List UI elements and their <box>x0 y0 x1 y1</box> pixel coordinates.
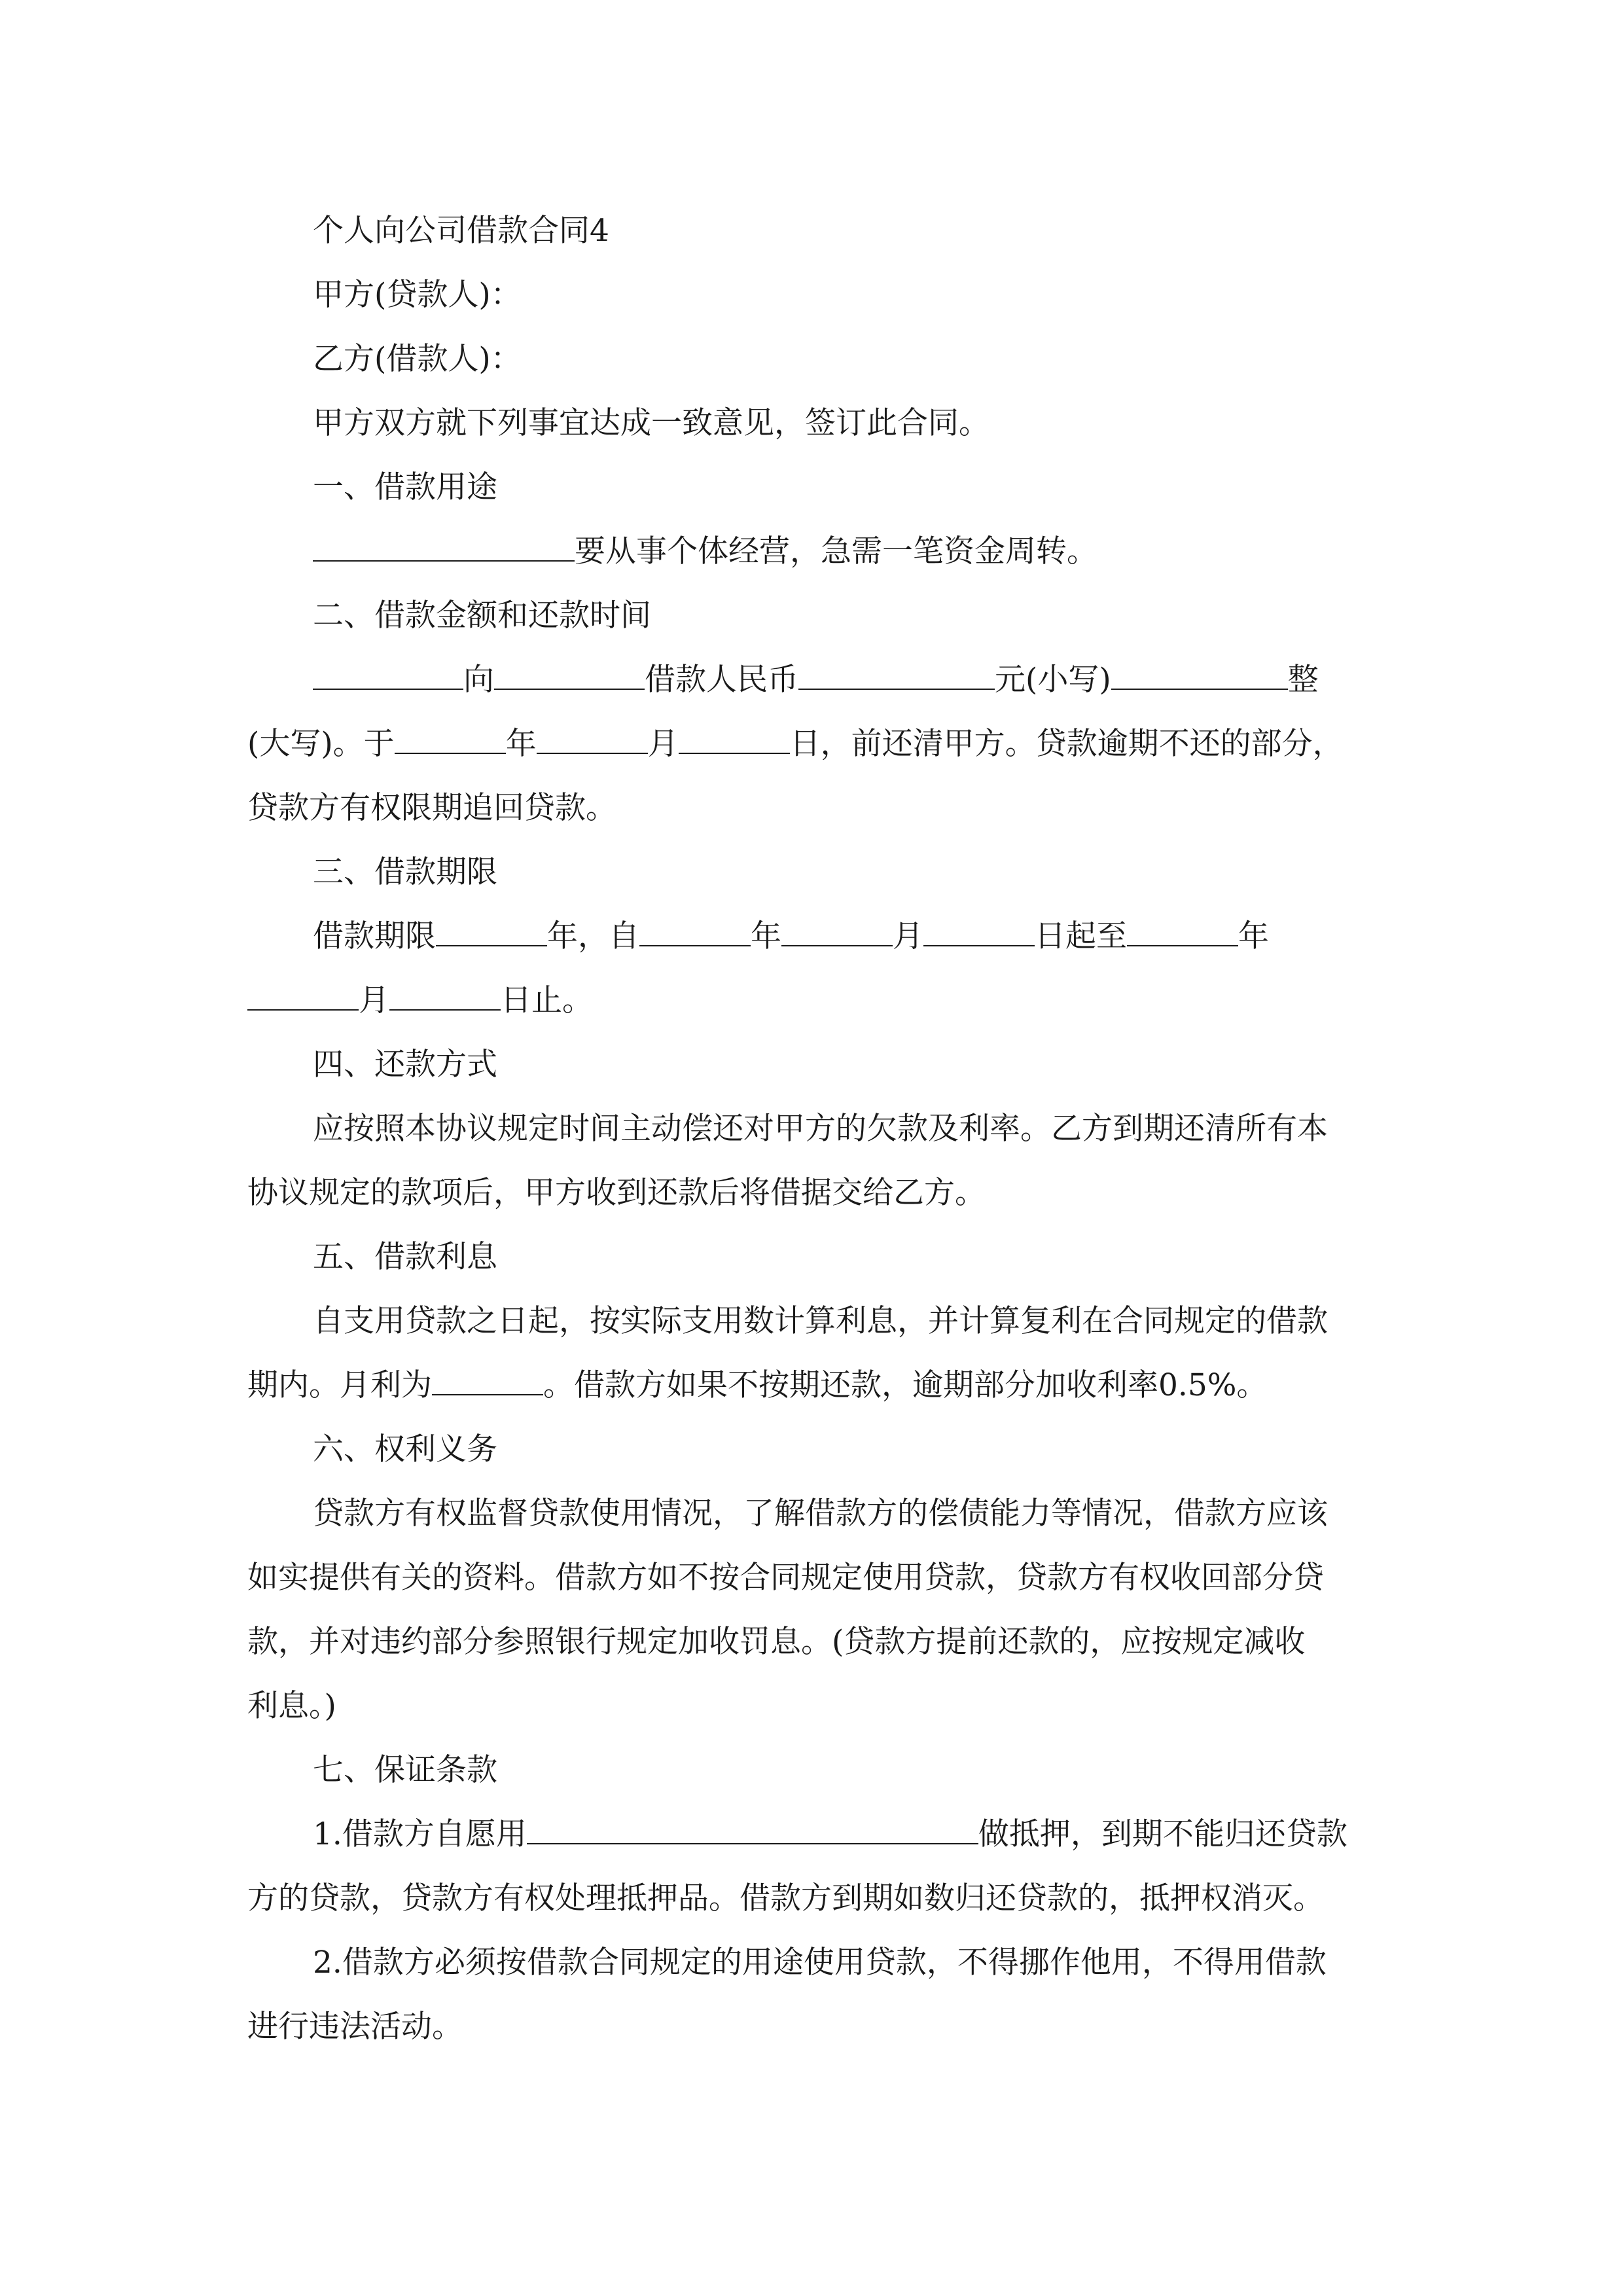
text-fragment: 日起至 <box>1035 918 1127 954</box>
section-5-line-2 <box>247 1354 1267 1418</box>
section-6-heading <box>313 1418 497 1482</box>
intro-paragraph <box>313 391 990 456</box>
section-3-line-1 <box>313 905 1269 969</box>
blank-field <box>313 661 463 690</box>
section-7-heading-text: 七、保证条款 <box>313 1752 497 1788</box>
section-2-heading-text: 二、借款金额和还款时间 <box>313 598 651 634</box>
text-fragment: 进行违法活动。 <box>247 2009 463 2045</box>
text-fragment: 日，前还清甲方。贷款逾期不还的部分， <box>789 726 1344 762</box>
blank-field <box>494 661 645 690</box>
section-2-line-2 <box>247 712 1344 776</box>
text-fragment: 。借款方如果不按期还款，逾期部分加收利率0.5%。 <box>543 1367 1268 1403</box>
text-fragment: 日止。 <box>501 982 593 1018</box>
section-5-heading-text: 五、借款利息 <box>313 1239 497 1275</box>
section-5-line-1 <box>313 1289 1328 1354</box>
text-fragment: 贷款方有权监督贷款使用情况，了解借款方的偿债能力等情况，借款方应该 <box>313 1496 1328 1532</box>
section-2-line-1 <box>313 648 1319 712</box>
text-fragment: 月 <box>647 726 679 762</box>
section-1-text: 要从事个体经营，急需一笔资金周转。 <box>575 533 1097 569</box>
section-3-heading <box>313 840 497 905</box>
text-fragment: 贷款方有权限期追回贷款。 <box>247 790 616 826</box>
blank-field <box>527 1816 978 1844</box>
section-4-line-1 <box>313 1097 1328 1161</box>
section-1-heading <box>313 456 497 520</box>
blank-field <box>395 725 506 754</box>
text-fragment: 利息。) <box>247 1688 336 1724</box>
blank-field <box>389 982 501 1011</box>
text-fragment: 借款人民币 <box>645 662 798 698</box>
section-6-heading-text: 六、权利义务 <box>313 1431 497 1467</box>
party-b-label: 乙方(借款人)： <box>313 341 522 377</box>
text-fragment: 做抵押，到期不能归还贷款 <box>978 1816 1347 1852</box>
text-fragment: 向 <box>463 662 494 698</box>
intro-text: 甲方双方就下列事宜达成一致意见，签订此合同。 <box>313 405 990 441</box>
text-fragment: 如实提供有关的资料。借款方如不按合同规定使用贷款，贷款方有权收回部分贷 <box>247 1560 1324 1596</box>
section-7-item-1-line-2 <box>247 1867 1324 1931</box>
text-fragment: 款，并对违约部分参照银行规定加收罚息。(贷款方提前还款的，应按规定减收 <box>247 1624 1306 1660</box>
section-7-item-2-line-1 <box>313 1931 1327 1995</box>
blank-field <box>798 661 995 690</box>
blank-field <box>432 1367 543 1395</box>
blank-field <box>923 918 1035 946</box>
text-fragment: 月 <box>359 982 389 1018</box>
section-5-heading <box>313 1225 497 1289</box>
blank-field <box>1111 661 1288 690</box>
section-6-line-2 <box>247 1546 1324 1610</box>
text-fragment: 1.借款方自愿用 <box>313 1816 527 1852</box>
blank-field <box>436 918 547 946</box>
text-fragment: 2.借款方必须按借款合同规定的用途使用贷款，不得挪作他用，不得用借款 <box>313 1945 1327 1981</box>
section-6-line-3 <box>247 1610 1305 1674</box>
section-6-line-4 <box>247 1674 336 1738</box>
section-6-line-1 <box>313 1482 1328 1546</box>
text-fragment: (大写)。于 <box>247 726 395 762</box>
text-fragment: 元(小写) <box>995 662 1111 698</box>
title-text: 个人向公司借款合同4 <box>313 213 609 249</box>
party-a-label: 甲方(贷款人)： <box>313 277 522 313</box>
section-2-heading <box>313 584 651 648</box>
blank-field <box>247 982 359 1011</box>
text-fragment: 期内。月利为 <box>247 1367 432 1403</box>
section-4-heading <box>313 1033 497 1097</box>
party-a-line <box>313 263 522 327</box>
blank-field <box>313 533 575 562</box>
text-fragment: 方的贷款，贷款方有权处理抵押品。借款方到期如数归还贷款的，抵押权消灭。 <box>247 1880 1324 1916</box>
blank-field <box>781 918 893 946</box>
section-4-line-2 <box>247 1161 986 1225</box>
text-fragment: 自支用贷款之日起，按实际支用数计算利息，并计算复利在合同规定的借款 <box>313 1303 1328 1339</box>
section-7-item-2-line-2 <box>247 1995 463 2059</box>
text-fragment: 借款期限 <box>313 918 436 954</box>
text-fragment: 月 <box>893 918 923 954</box>
text-fragment: 年 <box>1238 918 1269 954</box>
document-title <box>313 199 609 263</box>
section-3-heading-text: 三、借款期限 <box>313 854 497 890</box>
text-fragment: 年，自 <box>547 918 639 954</box>
text-fragment: 协议规定的款项后，甲方收到还款后将借据交给乙方。 <box>247 1175 986 1211</box>
text-fragment: 年 <box>751 918 781 954</box>
section-1-paragraph <box>313 520 1097 584</box>
blank-field <box>1127 918 1238 946</box>
text-fragment: 年 <box>505 726 537 762</box>
text-fragment: 整 <box>1287 662 1319 698</box>
blank-field <box>679 725 790 754</box>
section-3-line-2 <box>247 969 593 1033</box>
section-4-heading-text: 四、还款方式 <box>313 1047 497 1083</box>
section-2-line-3 <box>247 776 616 840</box>
section-1-heading-text: 一、借款用途 <box>313 469 497 505</box>
section-7-item-1-line-1 <box>313 1803 1347 1867</box>
blank-field <box>537 725 648 754</box>
party-b-line <box>313 327 522 391</box>
text-fragment: 应按照本协议规定时间主动偿还对甲方的欠款及利率。乙方到期还清所有本 <box>313 1111 1328 1147</box>
section-7-heading <box>313 1738 497 1803</box>
blank-field <box>639 918 751 946</box>
